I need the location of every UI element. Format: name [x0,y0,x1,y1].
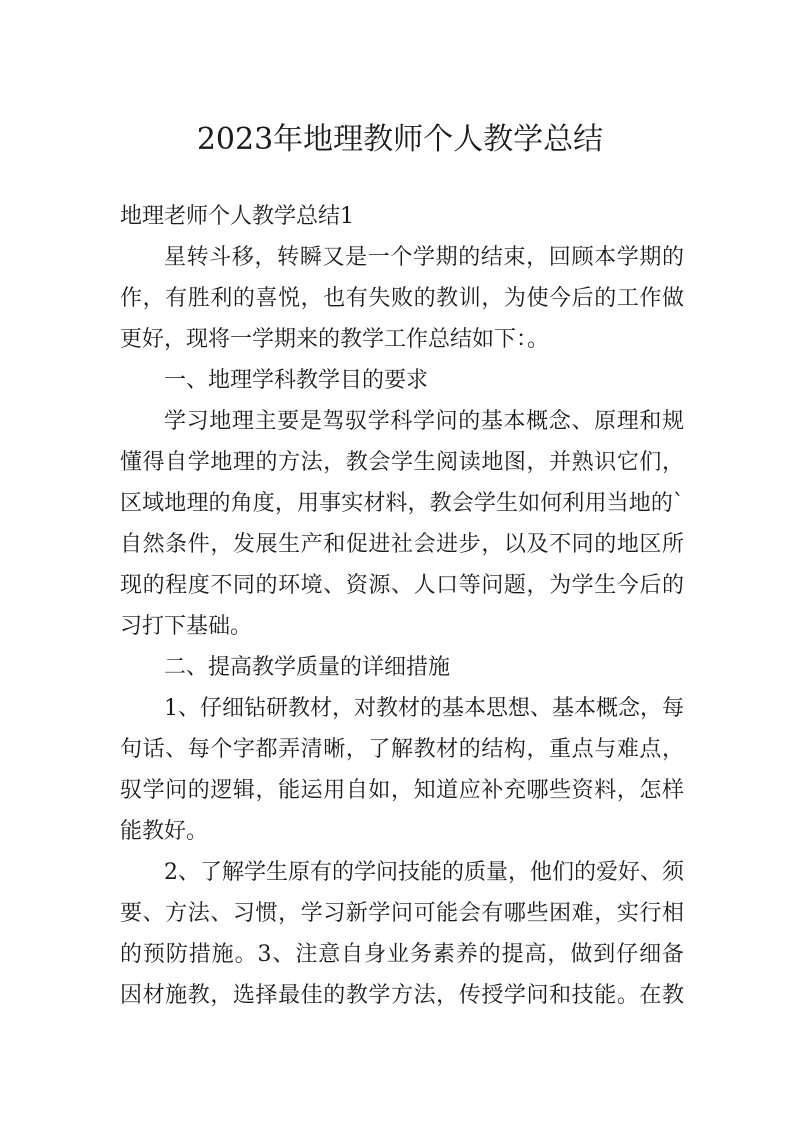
text-line: 能教好。 [120,819,209,844]
text-line: 要、方法、习惯，学习新学问可能会有哪些困难，实行相 [120,901,684,926]
document-title: 2023年地理教师个人教学总结 [196,122,604,157]
text-line: 星转斗移，转瞬又是一个学期的结束，回顾本学期的 [164,245,684,270]
text-line: 区域地理的角度，用事实材料，教会学生如何利用当地的` [120,491,684,516]
text-line: 现的程度不同的环境、资源、人口等问题，为学生今后的 [120,573,684,598]
text-line: 一、地理学科教学目的要求 [164,368,429,393]
text-line: 自然条件，发展生产和促进社会进步，以及不同的地区所 [120,532,684,557]
text-line: 二、提高教学质量的详细措施 [164,655,451,680]
text-line: 句话、每个字都弄清晰，了解教材的结构，重点与难点， [120,737,684,762]
text-line: 更好，现将一学期来的教学工作总结如下：。 [120,327,550,352]
text-line: 习打下基础。 [120,614,253,639]
text-line: 作，有胜利的喜悦，也有失败的教训，为使今后的工作做 [120,286,684,311]
text-line: 的预防措施。3、注意自身业务素养的提高，做到仔细备 [120,942,684,967]
text-line: 驭学问的逻辑，能运用自如，知道应补充哪些资料，怎样 [120,778,684,803]
text-line: 1、仔细钻研教材，对教材的基本思想、基本概念，每 [164,696,684,721]
paragraph-lines [120,237,684,1016]
text-line: 因材施教，选择最佳的教学方法，传授学问和技能。在教 [120,983,684,1008]
text-line: 懂得自学地理的方法，教会学生阅读地图，并熟识它们， [120,450,684,475]
text-line: 学习地理主要是驾驭学科学问的基本概念、原理和规 [164,409,684,434]
section-heading: 地理老师个人教学总结1 [120,204,354,229]
text-line: 2、了解学生原有的学问技能的质量，他们的爱好、须 [164,860,684,885]
document-body [120,196,684,1016]
